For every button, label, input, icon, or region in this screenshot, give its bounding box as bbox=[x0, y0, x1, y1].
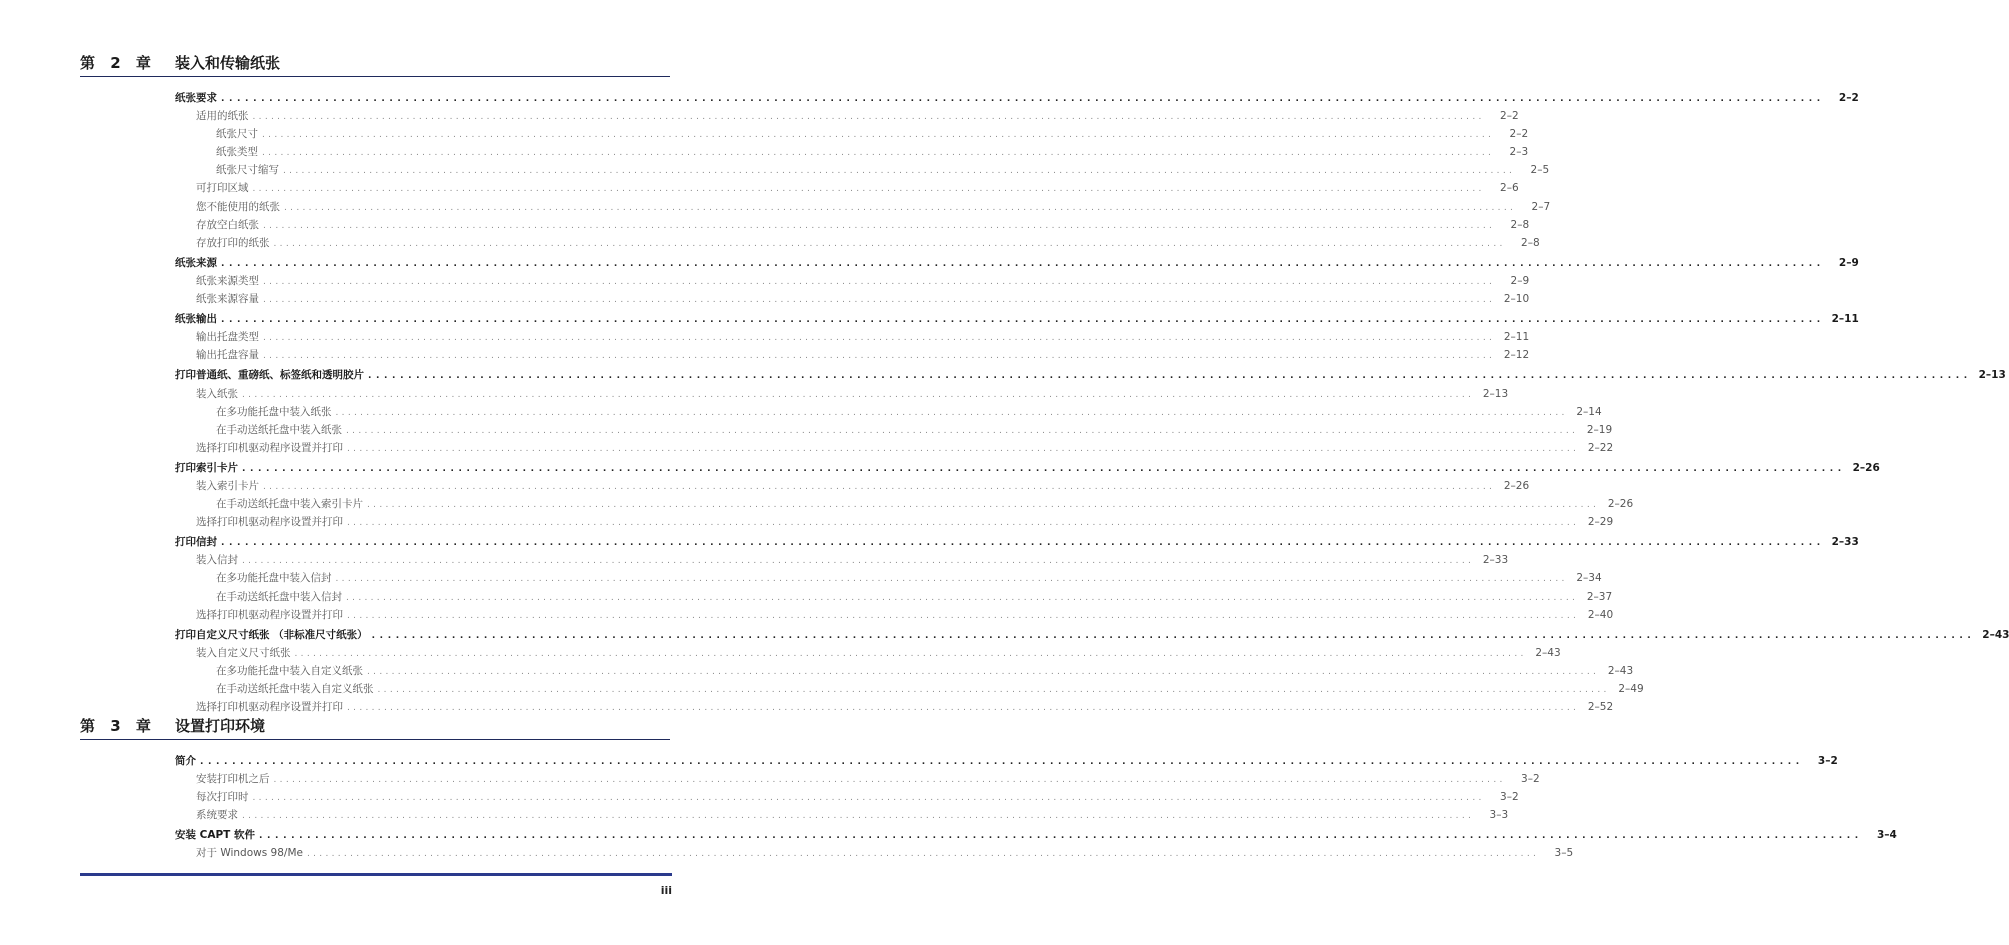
toc-entry-title: 选择打印机驱动程序设置并打印 bbox=[196, 516, 343, 529]
toc-entry-title: 存放空白纸张 bbox=[196, 218, 259, 231]
toc-entry[interactable] bbox=[175, 254, 1859, 272]
toc-entry-page: 2–40 bbox=[1587, 608, 1614, 621]
toc-entry-page: 2–26 bbox=[1852, 461, 1880, 474]
dot-leader: ........................................................................................................................................................................................................ bbox=[346, 592, 1579, 603]
toc-entry-title: 在多功能托盘中装入纸张 bbox=[216, 405, 332, 418]
toc-entry[interactable] bbox=[175, 107, 1519, 125]
toc-entry-title: 装入纸张 bbox=[196, 387, 238, 400]
footer-rule bbox=[80, 873, 672, 876]
dot-leader: ........................................................................................................................................................................................................ bbox=[263, 351, 1496, 362]
dot-leader: ........................................................................................................................................................................................................ bbox=[263, 333, 1496, 344]
toc-entry-title: 打印自定义尺寸纸张 （非标准尺寸纸张） bbox=[175, 628, 368, 641]
toc-entry[interactable] bbox=[175, 216, 1530, 234]
dot-leader: ........................................................................................................................................................................................................ bbox=[221, 538, 1825, 549]
toc-entry-page: 2–26 bbox=[1607, 498, 1634, 511]
dot-leader: ........................................................................................................................................................................................................ bbox=[347, 443, 1580, 454]
toc-entry[interactable] bbox=[175, 626, 2009, 644]
toc-entry-title: 在手动送纸托盘中装入索引卡片 bbox=[216, 498, 363, 511]
toc-entry-page: 2–43 bbox=[1535, 646, 1561, 659]
dot-leader: ........................................................................................................................................................................................................ bbox=[368, 371, 1972, 382]
toc-entry-title: 纸张来源容量 bbox=[196, 293, 259, 306]
toc-entry-title: 装入自定义尺寸纸张 bbox=[196, 646, 291, 659]
toc-entry-page: 2–8 bbox=[1521, 236, 1540, 249]
toc-entry-title: 选择打印机驱动程序设置并打印 bbox=[196, 441, 343, 454]
dot-leader: ........................................................................................................................................................................................................ bbox=[221, 94, 1825, 104]
dot-leader: ........................................................................................................................................................................................................ bbox=[262, 130, 1495, 141]
toc-entry-page: 2–6 bbox=[1500, 182, 1519, 195]
chapter-2-toc bbox=[175, 87, 2009, 716]
toc-entry[interactable] bbox=[175, 310, 1859, 328]
toc-entry-page: 3–2 bbox=[1500, 791, 1519, 804]
toc-entry[interactable] bbox=[175, 788, 1519, 806]
toc-entry-title: 安装打印机之后 bbox=[196, 773, 270, 786]
toc-entry[interactable] bbox=[175, 826, 1897, 844]
dot-leader: ........................................................................................................................................................................................................ bbox=[347, 703, 1580, 714]
dot-leader: ........................................................................................................................................................................................................ bbox=[346, 425, 1579, 436]
toc-entry-title: 纸张要求 bbox=[175, 92, 217, 104]
toc-entry-page: 2–49 bbox=[1618, 683, 1644, 695]
toc-entry[interactable] bbox=[175, 346, 1530, 364]
toc-entry-page: 3–3 bbox=[1489, 809, 1509, 822]
toc-entry-title: 打印信封 bbox=[175, 536, 217, 549]
dot-leader: ........................................................................................................................................................................................................ bbox=[263, 295, 1496, 306]
toc-entry[interactable] bbox=[175, 143, 1529, 161]
chapter-3-heading bbox=[80, 715, 670, 740]
toc-entry[interactable] bbox=[175, 198, 1551, 216]
toc-entry-title: 适用的纸张 bbox=[196, 110, 249, 123]
chapter-title: 装入和传输纸张 bbox=[175, 54, 281, 72]
dot-leader: ........................................................................................................................................................................................................ bbox=[371, 630, 1976, 641]
dot-leader: ........................................................................................................................................................................................................ bbox=[262, 148, 1495, 159]
dot-leader: ........................................................................................................................................................................................................ bbox=[335, 574, 1568, 585]
toc-entry[interactable] bbox=[175, 770, 1540, 788]
toc-entry-title: 在多功能托盘中装入自定义纸张 bbox=[216, 664, 363, 677]
dot-leader: ........................................................................................................................................................................................................ bbox=[259, 831, 1863, 842]
dot-leader: ........................................................................................................................................................................................................ bbox=[221, 315, 1825, 326]
dot-leader: ........................................................................................................................................................................................................ bbox=[252, 793, 1485, 804]
toc-entry-page: 2–13 bbox=[1482, 387, 1509, 400]
toc-entry[interactable] bbox=[175, 328, 1530, 346]
chapter-number: 第 3 章 bbox=[80, 717, 156, 735]
toc-entry-title: 简介 bbox=[175, 755, 196, 767]
dot-leader: ........................................................................................................................................................................................................ bbox=[306, 849, 1540, 860]
toc-entry[interactable] bbox=[175, 551, 1509, 569]
toc-entry-title: 可打印区域 bbox=[196, 182, 249, 195]
toc-entry[interactable] bbox=[175, 89, 1859, 107]
toc-entry-title: 选择打印机驱动程序设置并打印 bbox=[196, 701, 343, 714]
toc-entry[interactable] bbox=[175, 844, 1574, 862]
toc-entry-page: 3–5 bbox=[1554, 847, 1574, 860]
toc-entry[interactable] bbox=[175, 403, 1602, 421]
toc-entry-title: 选择打印机驱动程序设置并打印 bbox=[196, 608, 343, 621]
dot-leader: ........................................................................................................................................................................................................ bbox=[284, 202, 1517, 213]
toc-entry[interactable] bbox=[175, 439, 1614, 457]
toc-entry-page: 2–37 bbox=[1586, 590, 1613, 603]
chapter-2-heading bbox=[80, 52, 670, 77]
dot-leader: ........................................................................................................................................................................................................ bbox=[200, 757, 1804, 767]
dot-leader: ........................................................................................................................................................................................................ bbox=[335, 407, 1568, 418]
toc-entry-page: 2–13 bbox=[1978, 369, 2006, 382]
toc-entry-title: 您不能使用的纸张 bbox=[196, 200, 280, 213]
toc-entry-title: 在手动送纸托盘中装入自定义纸张 bbox=[216, 683, 374, 695]
toc-entry[interactable] bbox=[175, 477, 1530, 495]
toc-entry[interactable] bbox=[175, 495, 1634, 513]
dot-leader: ........................................................................................................................................................................................................ bbox=[242, 811, 1475, 822]
chapter-number: 第 2 章 bbox=[80, 54, 156, 72]
toc-entry-page: 2–5 bbox=[1530, 164, 1550, 177]
toc-entry[interactable] bbox=[175, 806, 1509, 824]
toc-entry[interactable] bbox=[175, 698, 1614, 716]
toc-entry-title: 在手动送纸托盘中装入信封 bbox=[216, 590, 342, 603]
toc-entry-page: 2–26 bbox=[1503, 479, 1530, 492]
toc-entry-title: 系统要求 bbox=[196, 809, 238, 822]
toc-entry[interactable] bbox=[175, 290, 1530, 308]
toc-entry-page: 2–11 bbox=[1831, 313, 1859, 326]
dot-leader: ........................................................................................................................................................................................................ bbox=[367, 666, 1600, 677]
toc-entry-page: 2–14 bbox=[1576, 405, 1602, 418]
toc-entry[interactable] bbox=[175, 234, 1540, 252]
dot-leader: ........................................................................................................................................................................................................ bbox=[294, 648, 1527, 659]
toc-entry-title: 纸张尺寸 bbox=[216, 128, 258, 141]
toc-entry-page: 2–2 bbox=[1509, 128, 1529, 141]
toc-entry[interactable] bbox=[175, 662, 1634, 680]
toc-entry-title: 纸张尺寸缩写 bbox=[216, 164, 279, 177]
dot-leader: ........................................................................................................................................................................................................ bbox=[377, 685, 1610, 695]
toc-entry-page: 3–4 bbox=[1876, 829, 1897, 842]
toc-entry-page: 2–9 bbox=[1838, 256, 1859, 269]
toc-entry[interactable] bbox=[175, 513, 1614, 531]
toc-entry-title: 安装 CAPT 软件 bbox=[175, 829, 256, 842]
toc-entry[interactable] bbox=[175, 125, 1529, 143]
toc-entry[interactable] bbox=[175, 569, 1602, 587]
toc-entry[interactable] bbox=[175, 179, 1519, 197]
dot-leader: ........................................................................................................................................................................................................ bbox=[242, 463, 1846, 474]
toc-entry-title: 装入索引卡片 bbox=[196, 479, 259, 492]
toc-entry-page: 2–12 bbox=[1503, 349, 1530, 362]
toc-entry-title: 在手动送纸托盘中装入纸张 bbox=[216, 423, 342, 436]
toc-entry-title: 打印索引卡片 bbox=[175, 461, 238, 474]
dot-leader: ........................................................................................................................................................................................................ bbox=[273, 238, 1506, 249]
toc-entry-title: 装入信封 bbox=[196, 554, 238, 567]
toc-entry-page: 2–22 bbox=[1587, 441, 1614, 454]
toc-entry[interactable] bbox=[175, 606, 1614, 624]
toc-entry-title: 输出托盘类型 bbox=[196, 331, 259, 344]
toc-entry[interactable] bbox=[175, 366, 2006, 384]
dot-leader: ........................................................................................................................................................................................................ bbox=[242, 389, 1475, 400]
dot-leader: ........................................................................................................................................................................................................ bbox=[347, 518, 1580, 529]
toc-entry-page: 2–10 bbox=[1503, 293, 1530, 306]
toc-entry-page: 2–29 bbox=[1587, 516, 1614, 529]
dot-leader: ........................................................................................................................................................................................................ bbox=[252, 184, 1485, 195]
dot-leader: ........................................................................................................................................................................................................ bbox=[263, 220, 1496, 231]
toc-entry[interactable] bbox=[175, 459, 1880, 477]
dot-leader: ........................................................................................................................................................................................................ bbox=[242, 556, 1475, 567]
toc-entry-title: 在多功能托盘中装入信封 bbox=[216, 572, 332, 585]
dot-leader: ........................................................................................................................................................................................................ bbox=[347, 610, 1580, 621]
toc-entry[interactable] bbox=[175, 644, 1561, 662]
dot-leader: ........................................................................................................................................................................................................ bbox=[367, 500, 1600, 511]
toc-entry-title: 纸张来源 bbox=[175, 256, 217, 269]
dot-leader: ........................................................................................................................................................................................................ bbox=[252, 112, 1485, 123]
toc-entry-page: 2–43 bbox=[1607, 664, 1634, 677]
toc-entry-page: 2–33 bbox=[1482, 554, 1509, 567]
toc-entry-page: 2–3 bbox=[1509, 146, 1529, 159]
dot-leader: ........................................................................................................................................................................................................ bbox=[273, 775, 1506, 786]
toc-entry-title: 纸张类型 bbox=[216, 146, 258, 159]
toc-entry-page: 2–43 bbox=[1982, 628, 2009, 641]
toc-entry-page: 2–2 bbox=[1500, 110, 1519, 123]
toc-entry-page: 2–8 bbox=[1510, 218, 1530, 231]
toc-entry-page: 3–2 bbox=[1817, 755, 1838, 767]
toc-entry[interactable] bbox=[175, 272, 1530, 290]
toc-entry-page: 2–34 bbox=[1576, 572, 1602, 585]
toc-entry-title: 输出托盘容量 bbox=[196, 349, 259, 362]
toc-entry-page: 3–2 bbox=[1521, 773, 1540, 786]
toc-entry-page: 2–2 bbox=[1838, 92, 1859, 104]
toc-entry-page: 2–7 bbox=[1531, 200, 1551, 213]
page-number: iii bbox=[660, 884, 672, 897]
toc-entry[interactable] bbox=[175, 588, 1613, 606]
toc-entry-page: 2–52 bbox=[1587, 701, 1614, 714]
dot-leader: ........................................................................................................................................................................................................ bbox=[221, 258, 1825, 269]
toc-entry[interactable] bbox=[175, 385, 1509, 403]
toc-entry-page: 2–9 bbox=[1510, 274, 1530, 287]
toc-entry-title: 打印普通纸、重磅纸、标签纸和透明胶片 bbox=[175, 369, 364, 382]
toc-entry-page: 2–11 bbox=[1503, 331, 1530, 344]
toc-entry-title: 对于 Windows 98/Me bbox=[196, 847, 303, 860]
toc-entry-page: 2–33 bbox=[1831, 536, 1859, 549]
dot-leader: ........................................................................................................................................................................................................ bbox=[283, 166, 1516, 177]
toc-entry-title: 每次打印时 bbox=[196, 791, 249, 804]
toc-entry[interactable] bbox=[175, 680, 1644, 698]
toc-entry-title: 纸张输出 bbox=[175, 313, 217, 326]
toc-entry[interactable] bbox=[175, 533, 1859, 551]
toc-entry-title: 存放打印的纸张 bbox=[196, 236, 270, 249]
toc-entry[interactable] bbox=[175, 421, 1613, 439]
toc-entry-page: 2–19 bbox=[1586, 423, 1613, 436]
chapter-title: 设置打印环境 bbox=[175, 717, 266, 735]
toc-entry-title: 纸张来源类型 bbox=[196, 274, 259, 287]
dot-leader: ........................................................................................................................................................................................................ bbox=[263, 276, 1496, 287]
dot-leader: ........................................................................................................................................................................................................ bbox=[263, 481, 1496, 492]
toc-entry[interactable] bbox=[175, 161, 1550, 179]
chapter-3-toc bbox=[175, 750, 1897, 863]
toc-entry[interactable] bbox=[175, 752, 1838, 770]
